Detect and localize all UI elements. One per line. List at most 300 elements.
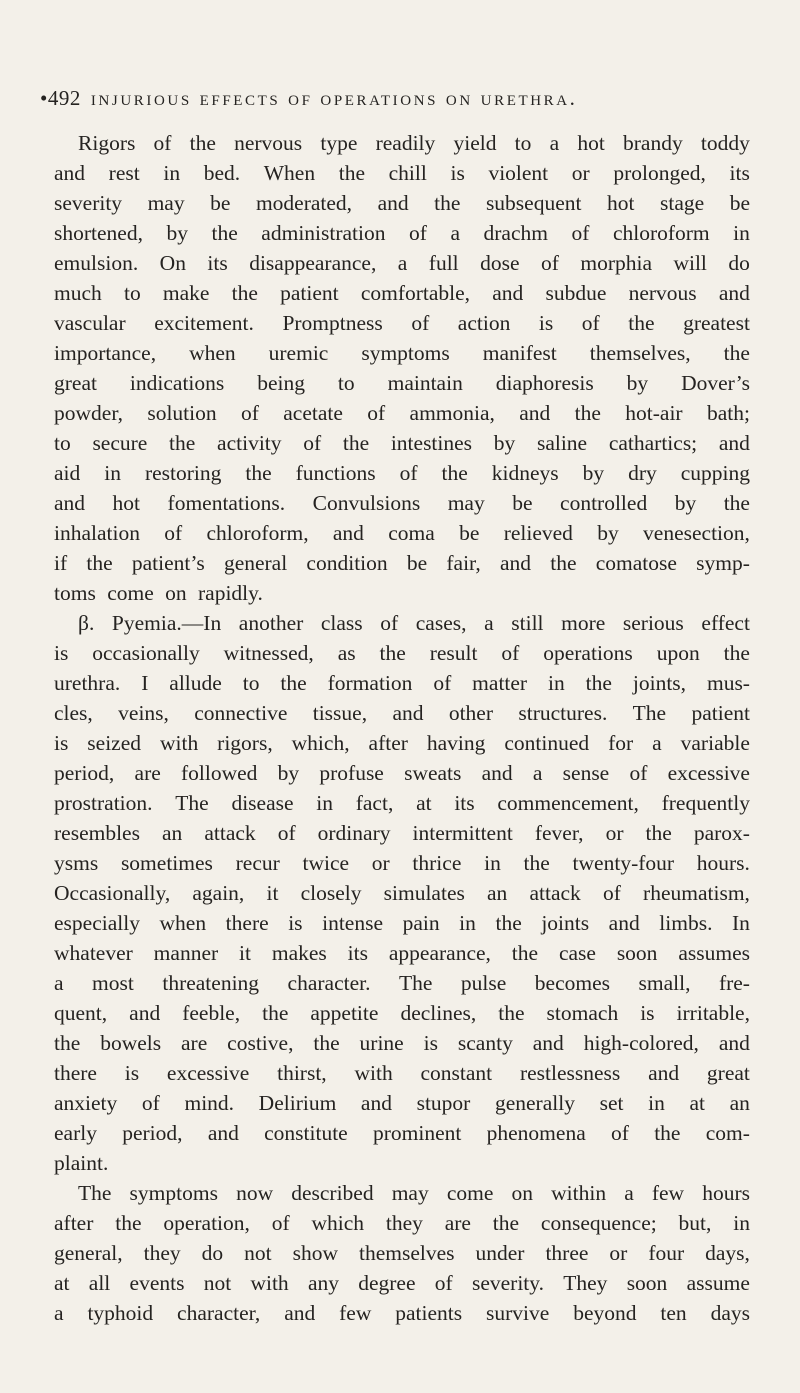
word: attack	[204, 821, 256, 845]
word: after	[54, 1211, 94, 1235]
word: more	[561, 611, 606, 635]
text-line	[54, 218, 750, 248]
text-line	[54, 1058, 750, 1088]
word: there	[54, 1061, 97, 1085]
word: powder,	[54, 401, 123, 425]
word: but,	[678, 1211, 712, 1235]
word: the	[231, 281, 258, 305]
word: the	[379, 641, 406, 665]
word: relieved	[503, 521, 573, 545]
word: may	[391, 1181, 429, 1205]
word: make	[162, 281, 210, 305]
word: and	[377, 191, 409, 215]
word: rigors,	[217, 731, 273, 755]
word: consequence;	[540, 1211, 657, 1235]
word: excessive	[667, 761, 750, 785]
word: patient’s	[131, 551, 205, 575]
word: and	[499, 551, 531, 575]
word: importance,	[54, 341, 157, 365]
word: cupping	[680, 461, 750, 485]
word: greatest	[683, 311, 750, 335]
word: frequently	[661, 791, 750, 815]
word: which,	[291, 731, 350, 755]
word: at	[689, 1091, 705, 1115]
word: the	[723, 491, 750, 515]
word: of	[367, 401, 386, 425]
word: the	[342, 431, 370, 455]
word: the	[338, 161, 365, 185]
word: subdue	[545, 281, 607, 305]
word: the	[628, 311, 655, 335]
word: an	[162, 821, 183, 845]
word: a	[532, 761, 543, 785]
word: bed.	[203, 161, 241, 185]
word: the	[280, 671, 307, 695]
word: of	[277, 821, 296, 845]
word: of	[581, 311, 600, 335]
word: of	[240, 401, 259, 425]
text-line	[54, 818, 750, 848]
word: and	[129, 1001, 161, 1025]
text-line	[54, 248, 750, 278]
text-line	[54, 788, 750, 818]
word: the	[511, 941, 539, 965]
word: patient	[280, 281, 339, 305]
word: or	[571, 161, 590, 185]
word: and	[718, 431, 750, 455]
word: its	[347, 941, 368, 965]
word: and	[207, 1121, 239, 1145]
word: of	[411, 311, 430, 335]
word: with	[354, 1061, 393, 1085]
word: themselves,	[589, 341, 691, 365]
word: it	[266, 881, 279, 905]
word: disease	[231, 791, 294, 815]
word: its	[207, 251, 228, 275]
word: in	[163, 161, 181, 185]
word: appetite	[310, 1001, 379, 1025]
word: threatening	[162, 971, 260, 995]
word: inhalation	[54, 521, 140, 545]
word: The	[175, 791, 209, 815]
word: the	[723, 341, 750, 365]
word: degree	[358, 1271, 416, 1295]
word: chill	[388, 161, 427, 185]
word: readily	[375, 131, 436, 155]
word: a	[652, 731, 662, 755]
word: and	[284, 1301, 316, 1325]
word: of	[602, 881, 621, 905]
word: sweats	[404, 761, 462, 785]
word: is	[423, 1031, 438, 1055]
word: a	[54, 971, 64, 995]
word: be	[512, 491, 533, 515]
word: it	[239, 941, 251, 965]
word: on	[511, 1181, 534, 1205]
word: saline	[536, 431, 588, 455]
word: any	[307, 1271, 339, 1295]
word: are	[181, 1031, 208, 1055]
word: at	[54, 1271, 70, 1295]
text-line	[54, 1208, 750, 1238]
text-line	[54, 368, 750, 398]
word: joints	[541, 911, 590, 935]
word: parox-	[693, 821, 750, 845]
word: toddy	[700, 131, 750, 155]
word: and	[492, 281, 524, 305]
word: come	[446, 1181, 494, 1205]
word: Convulsions	[312, 491, 421, 515]
word: cles,	[54, 701, 93, 725]
word: is	[54, 641, 69, 665]
word: fact,	[355, 791, 394, 815]
word: a	[54, 1301, 64, 1325]
word: hot-air	[625, 401, 683, 425]
word: in	[648, 1091, 665, 1115]
word: controlled	[560, 491, 648, 515]
word: the	[262, 1001, 289, 1025]
word: solution	[147, 401, 217, 425]
word: irritable,	[676, 1001, 750, 1025]
word: high-colored,	[583, 1031, 699, 1055]
word: appearance,	[388, 941, 491, 965]
word: character,	[177, 1301, 261, 1325]
word: β.	[78, 611, 95, 635]
word: the	[654, 1121, 681, 1145]
word: profuse	[319, 761, 384, 785]
word: limbs.	[659, 911, 713, 935]
word: not	[244, 1241, 272, 1265]
word: Promptness	[282, 311, 383, 335]
word: being	[257, 371, 305, 395]
word: prostration.	[54, 791, 153, 815]
word: and	[718, 281, 750, 305]
text-line	[54, 938, 750, 968]
word: now	[236, 1181, 274, 1205]
word: symp-	[696, 551, 750, 575]
word: urine	[359, 1031, 404, 1055]
word: ysms	[54, 851, 99, 875]
word: allude	[169, 671, 222, 695]
word: period,	[54, 761, 115, 785]
word: hot	[577, 131, 605, 155]
word: the	[492, 1211, 520, 1235]
word: in	[733, 1211, 750, 1235]
word: of	[571, 221, 590, 245]
word: constant	[420, 1061, 493, 1085]
word: by	[674, 491, 697, 515]
word: diaphoresis	[495, 371, 594, 395]
word: rheumatism,	[643, 881, 750, 905]
word: ammonia,	[409, 401, 495, 425]
word: be	[459, 521, 480, 545]
word: class	[320, 611, 363, 635]
word: not	[203, 1271, 232, 1295]
word: type	[320, 131, 358, 155]
word: stomach	[546, 1001, 619, 1025]
text-line	[54, 1178, 750, 1208]
word: hot	[607, 191, 635, 215]
word: uremic	[268, 341, 329, 365]
word: Rigors	[78, 131, 136, 155]
word: violent	[488, 161, 549, 185]
word: full	[428, 251, 459, 275]
word: ten	[660, 1301, 687, 1325]
word: upon	[656, 641, 700, 665]
word: pulse	[460, 971, 507, 995]
word: excessive	[166, 1061, 250, 1085]
word: They	[563, 1271, 608, 1295]
word: in	[459, 911, 476, 935]
word: and	[54, 491, 86, 515]
word: assume	[686, 1271, 750, 1295]
word: do	[728, 251, 750, 275]
word: When	[263, 161, 316, 185]
word: manner	[153, 941, 219, 965]
word: the	[169, 431, 196, 455]
word: effect	[701, 611, 750, 635]
word: dose	[480, 251, 520, 275]
text-line	[54, 638, 750, 668]
word: result	[429, 641, 478, 665]
text-line	[54, 518, 750, 548]
word: functions	[295, 461, 376, 485]
word: of	[629, 761, 648, 785]
word: especially	[54, 911, 140, 935]
word: emulsion.	[54, 251, 139, 275]
word: of	[164, 521, 183, 545]
word: a	[484, 611, 494, 635]
word: and	[332, 521, 364, 545]
word: three	[545, 1241, 589, 1265]
word: described	[291, 1181, 374, 1205]
word: chloroform,	[206, 521, 309, 545]
word: sense	[562, 761, 610, 785]
word: thrice	[412, 851, 462, 875]
word: witnessed,	[223, 641, 314, 665]
word: or	[605, 821, 624, 845]
word: if	[54, 551, 68, 575]
word: which	[311, 1211, 365, 1235]
word: to	[123, 281, 141, 305]
word: beyond	[573, 1301, 637, 1325]
text-line	[54, 728, 750, 758]
word: to	[54, 431, 71, 455]
word: feeble,	[182, 1001, 241, 1025]
word: character.	[287, 971, 371, 995]
word: the	[441, 461, 468, 485]
word: the	[245, 461, 272, 485]
text-line	[54, 548, 750, 578]
word: of	[271, 1211, 290, 1235]
word: soon	[626, 1271, 668, 1295]
word: constitute	[264, 1121, 348, 1145]
text-line: plaint.	[54, 1151, 109, 1175]
word: excitement.	[154, 311, 254, 335]
word: when	[189, 341, 236, 365]
word: stage	[660, 191, 705, 215]
word: is	[640, 1001, 655, 1025]
word: mind.	[184, 1091, 235, 1115]
text-line	[54, 1088, 750, 1118]
word: matter	[472, 671, 528, 695]
word: and	[54, 161, 86, 185]
word: fre-	[718, 971, 750, 995]
word: and	[608, 911, 640, 935]
word: there	[225, 911, 269, 935]
word: the	[574, 401, 601, 425]
word: com-	[705, 1121, 750, 1145]
word: patient	[691, 701, 750, 725]
word: twice	[302, 851, 350, 875]
word: symptoms	[361, 341, 450, 365]
word: condition	[306, 551, 388, 575]
word: hours	[702, 1181, 750, 1205]
text-line	[54, 668, 750, 698]
word: phenomena	[486, 1121, 586, 1145]
word: great	[54, 371, 97, 395]
word: I	[141, 671, 149, 695]
word: is	[450, 161, 465, 185]
word: by	[166, 221, 188, 245]
word: days,	[705, 1241, 750, 1265]
word: of	[409, 221, 427, 245]
word: be	[210, 191, 231, 215]
word: much	[54, 281, 102, 305]
word: formation	[327, 671, 413, 695]
word: closely	[300, 881, 362, 905]
word: in	[104, 461, 121, 485]
word: survive	[486, 1301, 550, 1325]
word: shortened,	[54, 221, 143, 245]
word: case	[558, 941, 596, 965]
word: when	[159, 911, 207, 935]
word: drachm	[483, 221, 548, 245]
word: severity.	[471, 1271, 544, 1295]
word: Delirium	[258, 1091, 337, 1115]
word: the	[211, 221, 238, 245]
text-line	[54, 428, 750, 458]
word: severity	[54, 191, 123, 215]
word: On	[159, 251, 186, 275]
word: Occasionally,	[54, 881, 171, 905]
text-line	[54, 1118, 750, 1148]
running-title: injurious effects of operations on urethra.	[90, 86, 578, 110]
word: is	[538, 311, 554, 335]
word: its	[454, 791, 475, 815]
word: The	[398, 971, 433, 995]
word: rest	[108, 161, 140, 185]
word: nervous	[628, 281, 697, 305]
text-line	[54, 1028, 750, 1058]
word: tissue,	[312, 701, 368, 725]
word: the	[498, 1001, 525, 1025]
word: by	[277, 761, 300, 785]
word: recur	[235, 851, 280, 875]
word: again,	[192, 881, 245, 905]
word: urethra.	[54, 671, 121, 695]
word: coma	[388, 521, 435, 545]
word: in	[484, 851, 501, 875]
word: cathartics;	[608, 431, 698, 455]
word: patients	[395, 1301, 463, 1325]
word: the	[723, 641, 750, 665]
word: Pyemia.—In	[111, 611, 222, 635]
word: generally	[494, 1091, 575, 1115]
word: The	[632, 701, 667, 725]
word: by	[493, 431, 516, 455]
word: be	[406, 551, 428, 575]
word: the	[54, 1031, 81, 1055]
word: will	[673, 251, 707, 275]
word: with	[159, 731, 199, 755]
word: another	[238, 611, 304, 635]
word: costive,	[227, 1031, 294, 1055]
word: by	[597, 521, 619, 545]
word: stupor	[416, 1091, 471, 1115]
word: the	[645, 821, 672, 845]
word: assumes	[678, 941, 750, 965]
word: by	[626, 371, 649, 395]
word: twenty-four	[572, 851, 675, 875]
word: sometimes	[120, 851, 213, 875]
running-head	[40, 86, 750, 111]
word: anxiety	[54, 1091, 118, 1115]
text-line	[54, 908, 750, 938]
word: a	[450, 221, 460, 245]
word: the	[189, 131, 216, 155]
word: operations	[543, 641, 633, 665]
text-line	[54, 308, 750, 338]
page-number: •492	[40, 86, 81, 110]
text-line	[54, 968, 750, 998]
word: the	[550, 551, 577, 575]
word: commencement,	[497, 791, 639, 815]
word: dry	[628, 461, 657, 485]
word: indications	[129, 371, 225, 395]
word: operation,	[163, 1211, 250, 1235]
word: its	[729, 161, 750, 185]
word: ordinary	[317, 821, 391, 845]
word: Dover’s	[681, 371, 750, 395]
text-line	[54, 398, 750, 428]
word: becomes	[534, 971, 610, 995]
word: under	[475, 1241, 525, 1265]
word: period,	[122, 1121, 183, 1145]
word: is	[54, 731, 69, 755]
word: seized	[87, 731, 142, 755]
word: do	[201, 1241, 224, 1265]
word: restlessness	[519, 1061, 621, 1085]
word: still	[511, 611, 544, 635]
word: days	[710, 1301, 750, 1325]
word: nervous	[234, 131, 303, 155]
word: and	[519, 401, 551, 425]
word: and	[532, 1031, 564, 1055]
word: structures.	[518, 701, 608, 725]
word: thirst,	[277, 1061, 327, 1085]
word: subsequent	[485, 191, 582, 215]
text-line	[54, 488, 750, 518]
word: cases,	[415, 611, 467, 635]
word: the	[495, 911, 522, 935]
text-line	[54, 878, 750, 908]
word: is	[288, 911, 303, 935]
word: declines,	[400, 1001, 477, 1025]
word: or	[371, 851, 390, 875]
word: most	[92, 971, 134, 995]
text-line	[54, 1298, 750, 1328]
